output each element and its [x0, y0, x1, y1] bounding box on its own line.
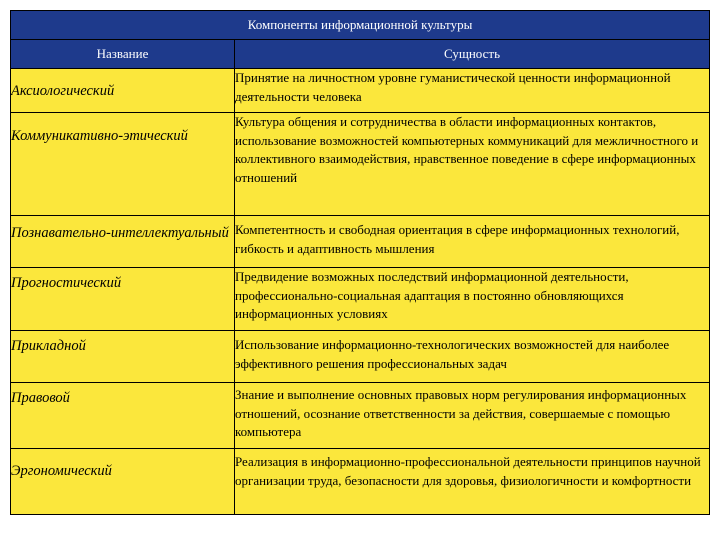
- component-essence: Использование информационно-технологических возможностей для наиболее эффективного решения профессиональных задач: [235, 331, 710, 383]
- component-name: Аксиологический: [11, 69, 235, 113]
- component-essence: Компетентность и свободная ориентация в сфере информационных технологий, гибкость и адаптивность мышления: [235, 216, 710, 268]
- table-row: [11, 69, 710, 113]
- table-row: [11, 113, 710, 216]
- component-essence: Знание и выполнение основных правовых норм регулирования информационных отношений, осознание ответственности за действия, совершаемые с помощью компьютера: [235, 383, 710, 449]
- table-title-row: [11, 11, 710, 40]
- component-essence: Предвидение возможных последствий информационной деятельности, профессионально-социальная адаптация в постоянно обновляющихся информационных условиях: [235, 268, 710, 331]
- column-header-row: [11, 40, 710, 69]
- component-name: Прогностический: [11, 268, 235, 331]
- table-row: [11, 383, 710, 449]
- component-name: Познавательно-интеллектуальный: [11, 216, 235, 268]
- table-row: [11, 268, 710, 331]
- column-header-name: Название: [11, 40, 235, 69]
- column-header-essence: Сущность: [235, 40, 710, 69]
- component-essence: Реализация в информационно-профессиональной деятельности принципов научной организации труда, безопасности для здоровья, физиологичности и комфортности: [235, 449, 710, 515]
- table-row: [11, 449, 710, 515]
- table-title: Компоненты информационной культуры: [11, 11, 710, 40]
- component-essence: Принятие на личностном уровне гуманистической ценности информационной деятельности человека: [235, 69, 710, 113]
- components-table: [10, 10, 710, 515]
- table-row: [11, 216, 710, 268]
- component-name: Эргономический: [11, 449, 235, 515]
- component-name: Коммуникативно-этический: [11, 113, 235, 216]
- table-row: [11, 331, 710, 383]
- component-essence: Культура общения и сотрудничества в области информационных контактов, использование возможностей компьютерных коммуникаций для межличностного и коллективного взаимодействия, нравственное поведение в сфере информационных отношений: [235, 113, 710, 216]
- component-name: Правовой: [11, 383, 235, 449]
- component-name: Прикладной: [11, 331, 235, 383]
